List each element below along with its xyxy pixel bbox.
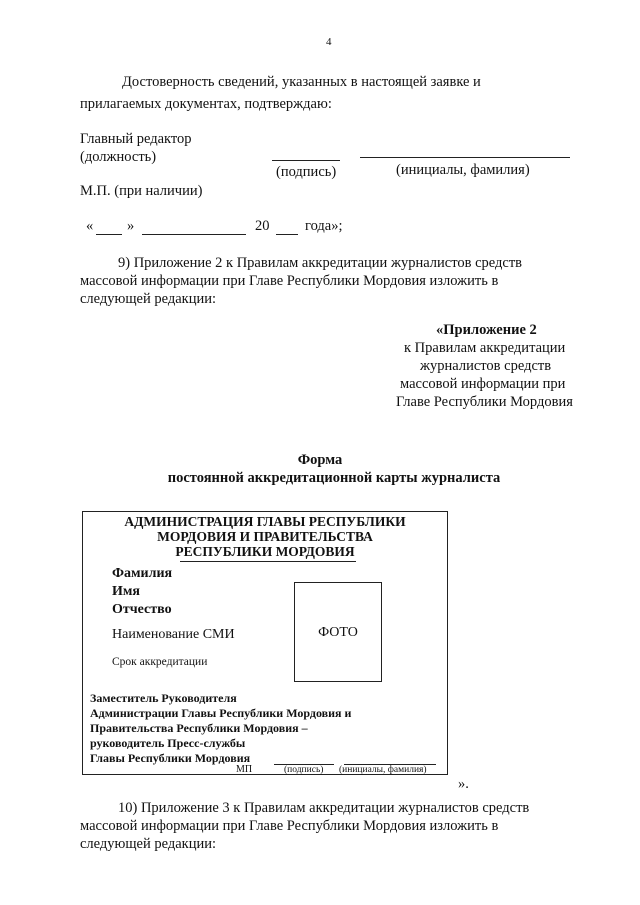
card-stamp: МП: [236, 764, 253, 775]
card-sig-line-2: Администрации Главы Республики Мордовия и: [90, 706, 352, 720]
card-name: Имя: [112, 584, 140, 599]
page-number: 4: [326, 36, 332, 48]
card-header-line-1: АДМИНИСТРАЦИЯ ГЛАВЫ РЕСПУБЛИКИ: [124, 514, 406, 529]
appendix-title: «Приложение 2: [436, 322, 537, 338]
initials-label: (инициалы, фамилия): [396, 162, 530, 178]
card-sig-line-5: Главы Республики Мордовия: [90, 751, 251, 765]
form-title: Форма: [297, 452, 343, 468]
item9-line-2: массовой информации при Главе Республики Мордовия изложить в: [80, 273, 499, 289]
card-header-line-3: РЕСПУБЛИКИ МОРДОВИЯ: [175, 544, 355, 559]
item9-line-3: следующей редакции:: [80, 291, 217, 307]
item9-line-1: 9) Приложение 2 к Правилам аккредитации журналистов средств: [118, 255, 523, 271]
signature-line: [272, 160, 340, 161]
signature-label: (подпись): [276, 164, 337, 180]
form-subtitle: постоянной аккредитационной карты журналиста: [167, 470, 501, 486]
card-signature-label: (подпись): [284, 765, 324, 775]
card-sig-line-1: Заместитель Руководителя: [90, 691, 237, 705]
item10-line-1: 10) Приложение 3 к Правилам аккредитации журналистов средств: [118, 800, 530, 816]
card-header-underline: [180, 561, 356, 562]
card-media: Наименование СМИ: [112, 627, 235, 642]
confirm-line-1: Достоверность сведений, указанных в настоящей заявке и: [122, 74, 481, 90]
card-period: Срок аккредитации: [112, 656, 208, 668]
confirm-line-2: прилагаемых документах, подтверждаю:: [80, 96, 332, 112]
initials-line: [360, 157, 570, 158]
date-year-prefix: 20: [255, 218, 270, 234]
position-value: Главный редактор: [80, 131, 192, 147]
card-header-line-2: МОРДОВИЯ И ПРАВИТЕЛЬСТВА: [157, 529, 373, 544]
date-suffix: года»;: [305, 218, 343, 234]
date-month-line: [142, 234, 246, 235]
card-initials-label: (инициалы, фамилия): [339, 765, 427, 775]
date-year-line: [276, 234, 298, 235]
stamp-label: М.П. (при наличии): [80, 183, 203, 199]
appendix-line-4: Главе Республики Мордовия: [396, 394, 573, 410]
item10-line-3: следующей редакции:: [80, 836, 217, 852]
appendix-line-2: журналистов средств: [420, 358, 552, 374]
item10-line-2: массовой информации при Главе Республики Мордовия изложить в: [80, 818, 499, 834]
appendix-line-1: к Правилам аккредитации: [404, 340, 566, 356]
card-close-quote: ».: [458, 776, 469, 792]
date-open-quote: «: [86, 218, 94, 234]
appendix-line-3: массовой информации при: [400, 376, 566, 392]
photo-label: ФОТО: [318, 625, 358, 640]
date-close-quote: »: [127, 218, 135, 234]
card-surname: Фамилия: [112, 566, 173, 581]
card-patronymic: Отчество: [112, 602, 172, 617]
card-sig-line-3: Правительства Республики Мордовия –: [90, 721, 308, 735]
position-label: (должность): [80, 149, 157, 165]
card-sig-line-4: руководитель Пресс-службы: [90, 736, 246, 750]
date-day-line: [96, 234, 122, 235]
